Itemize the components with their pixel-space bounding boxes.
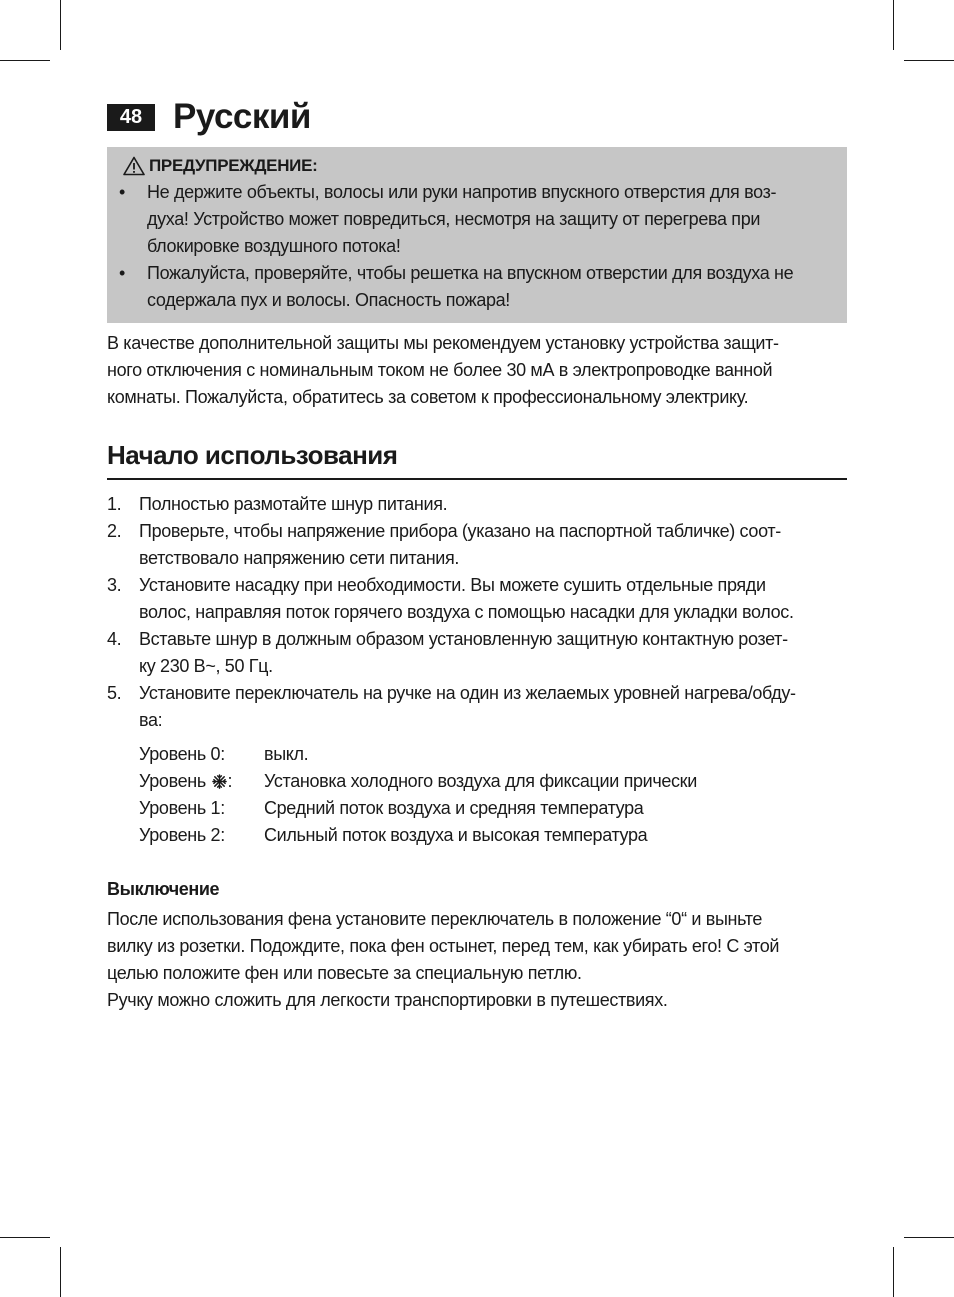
bullet: • [119, 263, 125, 283]
text-line: содержала пух и волосы. Опасность пожара! [147, 290, 510, 310]
level-description: выкл. [264, 744, 309, 764]
level-row [139, 795, 839, 822]
steps-list [107, 491, 852, 734]
crop-mark [0, 1237, 50, 1238]
text-line: В качестве дополнительной защиты мы рекомендуем установку устройства защит- [107, 333, 779, 353]
protection-paragraph [107, 330, 852, 411]
levels-table [139, 741, 839, 849]
crop-mark [0, 60, 50, 61]
text-line: Пожалуйста, проверяйте, чтобы решетка на впускном отверстии для воздуха не [147, 263, 794, 283]
level-row [139, 822, 839, 849]
crop-mark [893, 0, 894, 50]
step-number: 1. [107, 494, 122, 514]
level-label-suffix: : [227, 771, 233, 791]
level-label: Уровень 2: [139, 825, 225, 845]
text-line: волос, направляя поток горячего воздуха с помощью насадки для укладки волос. [139, 602, 794, 622]
level-label [139, 768, 264, 795]
text-line: Проверьте, чтобы напряжение прибора (указано на паспортной табличке) соот- [139, 521, 781, 541]
step-item [107, 680, 852, 734]
warning-box [107, 147, 847, 323]
warning-item [117, 179, 839, 260]
level-description: Средний поток воздуха и средняя температура [264, 798, 644, 818]
warning-list [117, 179, 839, 314]
warning-heading [117, 153, 839, 179]
snowflake-icon [212, 774, 227, 789]
bullet: • [119, 182, 125, 202]
page-title: Русский [173, 97, 311, 136]
level-description: Установка холодного воздуха для фиксации прически [264, 771, 697, 791]
text-line: ку 230 В~, 50 Гц. [139, 656, 273, 676]
shutdown-paragraph [107, 906, 852, 1014]
shutdown-heading: Выключение [107, 879, 220, 899]
text-line: Ручку можно сложить для легкости транспортировки в путешествиях. [107, 990, 668, 1010]
crop-mark [60, 1247, 61, 1297]
text-line: ного отключения с номинальным током не более 30 мА в электропроводке ванной [107, 360, 773, 380]
text-line: Не держите объекты, волосы или руки напротив впускного отверстия для воз- [147, 182, 777, 202]
section-heading: Начало использования [107, 438, 847, 480]
step-number: 5. [107, 683, 122, 703]
step-number: 4. [107, 629, 122, 649]
text-line: После использования фена установите переключатель в положение “0“ и выньте [107, 909, 763, 929]
level-label-prefix: Уровень [139, 771, 211, 791]
text-line: ветствовало напряжению сети питания. [139, 548, 460, 568]
text-line: Полностью размотайте шнур питания. [139, 494, 448, 514]
text-line: Вставьте шнур в должным образом установленную защитную контактную розет- [139, 629, 788, 649]
warning-heading-text: ПРЕДУПРЕЖДЕНИЕ: [149, 156, 318, 175]
step-item [107, 518, 852, 572]
level-label: Уровень 0: [139, 744, 225, 764]
text-line: Установите переключатель на ручке на один из желаемых уровней нагрева/обду- [139, 683, 796, 703]
level-label: Уровень 1: [139, 798, 225, 818]
text-line: ва: [139, 710, 163, 730]
step-number: 3. [107, 575, 122, 595]
crop-mark [904, 60, 954, 61]
text-line: комнаты. Пожалуйста, обратитесь за советом к профессиональному электрику. [107, 387, 749, 407]
crop-mark [904, 1237, 954, 1238]
warning-item [117, 260, 839, 314]
text-line: блокировке воздушного потока! [147, 236, 401, 256]
step-item [107, 572, 852, 626]
level-description: Сильный поток воздуха и высокая температура [264, 825, 648, 845]
text-line: целью положите фен или повесьте за специальную петлю. [107, 963, 582, 983]
step-item [107, 491, 852, 518]
crop-mark [893, 1247, 894, 1297]
page-number: 48 [107, 104, 155, 131]
level-row [139, 768, 839, 795]
step-item [107, 626, 852, 680]
text-line: Установите насадку при необходимости. Вы можете сушить отдельные пряди [139, 575, 766, 595]
crop-mark [60, 0, 61, 50]
level-row [139, 741, 839, 768]
text-line: вилку из розетки. Подождите, пока фен остынет, перед тем, как убирать его! С этой [107, 936, 780, 956]
warning-triangle-icon [123, 156, 145, 176]
step-number: 2. [107, 521, 122, 541]
text-line: духа! Устройство может повредиться, несмотря на защиту от перегрева при [147, 209, 761, 229]
